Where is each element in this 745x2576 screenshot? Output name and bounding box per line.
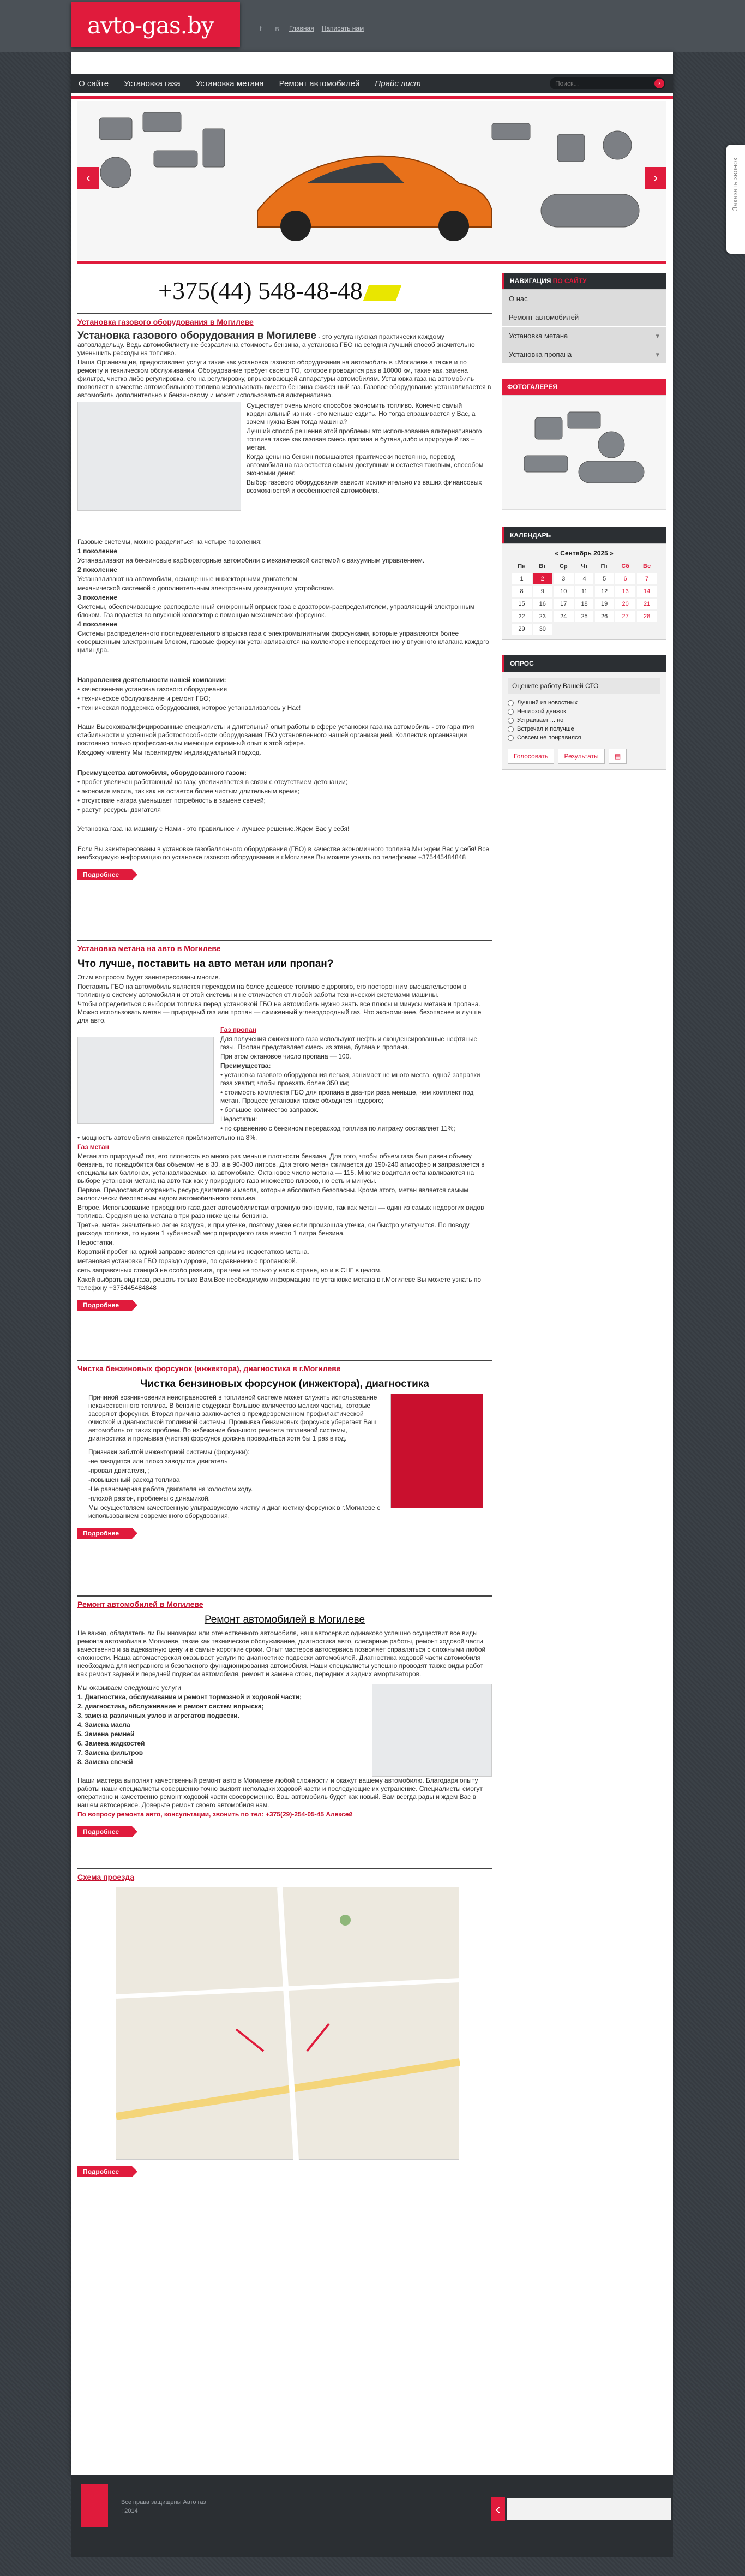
sidebar-menu bbox=[502, 289, 666, 364]
section-heading-link[interactable]: Чистка бензиновых форсунок (инжектора), диагностика в г.Могилеве bbox=[77, 1364, 341, 1373]
subheading: Недостатки: bbox=[220, 1115, 257, 1123]
list-item: • техническая поддержка оборудования, которое устанавливалось у Нас! bbox=[77, 704, 301, 712]
list-item: 3. замена различных узлов и агрегатов подвески. bbox=[77, 1712, 239, 1719]
article-paragraph: сеть заправочных станций не особо развита, при чем не только у нас в стране, но и в СНГ в целом. bbox=[77, 1266, 382, 1274]
page-wrapper bbox=[71, 52, 673, 2475]
list-item: 5. Замена ремней bbox=[77, 1730, 135, 1738]
poll-header: ОПРОС bbox=[502, 655, 666, 672]
footer bbox=[71, 2475, 673, 2557]
calendar-grid: Пн Вт Ср Чт Пт Сб Вс 1 2 3 4 5 6 7 8 9 10 11 12 13 14 15 16 17 18 19 20 21 22 23 24 25 26 27 28 29 30 bbox=[510, 559, 658, 636]
article-paragraph: Наши мастера выполнят качественный ремонт авто в Могилеве любой сложности и окажут вашему автомобилю. Благодаря опыту работы наши специалисты совершенно точно выявят неполадки ходовой части и последующие их устранение. Специалисты смогут оперативно и качественно ремонт ходовой части своевременно. Ваш автомобиль будет как новый. Вам всегда рады и ждем Вас в нашем автосервисе. Доверьте ремонт своего автомобиля нам. bbox=[77, 1777, 483, 1809]
list-item: • отсутствие нагара уменьшает потребность в замене свечей; bbox=[77, 797, 266, 804]
list-item: -повышенный расход топлива bbox=[88, 1476, 180, 1484]
list-item: 2. диагностика, обслуживание и ремонт систем впрыска; bbox=[77, 1702, 264, 1710]
list-item: -Не равномерная работа двигателя на холостом ходу. bbox=[88, 1485, 253, 1493]
nav-about[interactable]: О сайте bbox=[79, 79, 109, 88]
article-paragraph: Установка газа на машину с Нами - это правильное и лучшее решение.Ждем Вас у себя! bbox=[77, 825, 350, 833]
article-paragraph: Метан это природный газ, его плотность во много раз меньше плотности бензина. Для того, чтобы объем газа был равен объему бензина, то понадобится бак объемом не в 30, а в 90-300 литров. Для этого метан сжимается до 190-240 атмосфер и заправляется в специальных баллонах, устанавливаемых на автомобиле. Октановое число метана — 115. Многие водители останавливаются на выборе установки метана на авто так как у природного газа множество плюсов, но есть и минусы. bbox=[77, 1152, 485, 1185]
list-item: 4. Замена масла bbox=[77, 1721, 130, 1729]
subheading: Недостатки. bbox=[77, 1239, 115, 1246]
read-more-button[interactable]: Подробнее bbox=[77, 869, 132, 880]
article-paragraph: Короткий пробег на одной заправке является одним из недостатков метана. bbox=[77, 1248, 309, 1256]
article-paragraph: При этом октановое число пропана — 100. bbox=[220, 1053, 351, 1060]
article-paragraph: Не важно, обладатель ли Вы иномарки или отечественного автомобиля, наш автосервис одинаково успешно осуществит все виды ремонта автомобиля в Могилеве, такие как техническое обслуживание, диагностика авто, слесарные работы, ремонт ходовой части качественно и за адекватную цену и в самые короткие сроки. Опыт мастеров автосервиса позволяет справляться с сложными любой сложности. Наша автомастерская оказывает услуги по диагностике подвески автомобилей. Диагностика ходовой части автомобиля необходима для исправного и безопасного функционирования автомобиля. Наши специалисты успешно проводят также виды работ как ремонт задней и передней подвески автомобиля, ремонт и замена стоек, передних и задних амортизаторов. bbox=[77, 1629, 486, 1678]
article-paragraph: Если Вы заинтересованы в установке газобаллонного оборудования (ГБО) в качестве экономичного топлива.Мы ждем Вас у себя! Все необходимую информацию по установке газового оборудования в г.Могилеве Вы можете узнать по телефонам +375445484848 bbox=[77, 845, 490, 861]
car-lift-image bbox=[372, 1684, 492, 1777]
read-more-button[interactable]: Подробнее bbox=[77, 1300, 132, 1311]
article-paragraph: Признаки забитой инжекторной системы (форсунки): bbox=[88, 1448, 250, 1456]
article-paragraph: Первое. Предоставит сохранить ресурс двигателя и масла, которые абсолютно безопасны. Кроме этого, метан является самым экологически безопасным видом автомобильного топлива. bbox=[77, 1186, 468, 1202]
section-heading-link[interactable]: Схема проезда bbox=[77, 1873, 134, 1881]
slider-image bbox=[77, 101, 666, 260]
phone-banner bbox=[158, 276, 399, 305]
list-item: механической системой с дополнительным электронным дозирующим устройством. bbox=[77, 584, 335, 592]
article-title: Установка газового оборудования в Могилеве bbox=[77, 330, 317, 342]
article-title: Что лучше, поставить на авто метан или пропан? bbox=[77, 958, 334, 970]
site-logo[interactable] bbox=[71, 2, 240, 47]
list-item: Устанавливают на бензиновые карбюраторные автомобили с механической системой с вакуумным управлением. bbox=[77, 557, 425, 564]
sidebar bbox=[502, 273, 666, 770]
article-lead: - это услуга нужная практически каждому автовладельцу. Ведь автомобилисту не безразлична стоимость бензина, а установка ГБО на сегодня лучший способ значительно уменьшить расходы на топливо. bbox=[77, 333, 475, 357]
nav-underline bbox=[71, 96, 673, 99]
article-paragraph: Третье. метан значительно легче воздуха, и при утечке, поэтому даже если произошла утечка, он быстро улетучится. По поводу расхода топлива, то нужен 1 кубический метр природного газа вместо 1 литра бензина. bbox=[77, 1221, 470, 1237]
section-methane bbox=[77, 940, 492, 1360]
article-paragraph: Для получения сжиженного газа используют нефть и сконденсированные нефтяные газы. Пропан представляет смесь из этана, бутана и пропана. bbox=[220, 1035, 478, 1051]
subheading: Направления деятельности нашей компании: bbox=[77, 676, 226, 684]
article-paragraph: Какой выбрать вид газа, решать только Вам.Все необходимую информацию по установке метана в г.Могилеве Вы можете узнать по телефону +375445484848 bbox=[77, 1276, 482, 1292]
list-item: • пробег увеличен работающий на газу, увеличивается в связи с отсутствием детонации; bbox=[77, 778, 348, 786]
subheading: Преимущества автомобиля, оборудованного газом: bbox=[77, 769, 247, 776]
section-directions bbox=[77, 1868, 492, 2201]
article-paragraph: Выбор газового оборудования зависит исключительно из ваших финансовых возможностей и особенностей автомобиля. bbox=[247, 479, 482, 494]
article-paragraph: Причиной возникновения неисправностей в топливной системе может служить использование некачественного топлива. В бензине содержат большое количество мелких частиц, которые засоряют форсунки. Вторая причина заключается в преждевременном профилактической очисткой и диагностикой топливной системы. Промывка бензиновых форсунок уберегает Ваш автомобиль от таких проблем. Во избежание большого ремонта топливной системы, диагностика и промывка (чистка) форсунок должна проводиться хотя бы 1 раз в год. bbox=[88, 1394, 377, 1442]
footer-copyright bbox=[121, 2498, 206, 2515]
read-more-button[interactable]: Подробнее bbox=[77, 1826, 132, 1837]
poll-question: Оцените работу Вашей СТО bbox=[508, 678, 660, 694]
list-item: • экономия масла, так как на остается более чистым длительным время; bbox=[77, 787, 300, 795]
nav-methane-install[interactable]: Установка метана bbox=[195, 79, 264, 88]
article-paragraph: Чтобы определиться с выбором топлива перед установкой ГБО на автомобиль нужно знать все плюсы и минусы метана и пропана. Можно использовать метан — природный газ или пропан — сжиженный углеводородный газ. Что экономичнее, безопаснее и лучше для авто. bbox=[77, 1000, 482, 1024]
list-item: 8. Замена свечей bbox=[77, 1758, 133, 1766]
methane-car-image bbox=[77, 1037, 214, 1124]
section-heading-link[interactable]: Установка газового оборудования в Могилеве bbox=[77, 318, 254, 326]
list-item: • стоимость комплекта ГБО для пропана в два-три раза меньше, чем комплект под метан. Процесс установки также обходится недорого; bbox=[220, 1089, 474, 1104]
article-paragraph: Существует очень много способов экономить топливо. Конечно самый кардинальный из них - это меньше ездить. Но тогда спрашивается у Вас, а зачем нужна Вам тогда машина? bbox=[247, 402, 476, 426]
calendar bbox=[502, 543, 666, 640]
list-item: Устанавливают на автомобили, оснащенные инжекторными двигателем bbox=[77, 575, 297, 583]
gas-equipment-image bbox=[77, 402, 241, 511]
copyright-link[interactable]: Все права защищены Авто газ bbox=[121, 2499, 206, 2506]
list-item: • по сравнению с бензином перерасход топлива по литражу составляет 11%; bbox=[220, 1125, 455, 1132]
read-more-button[interactable]: Подробнее bbox=[77, 1528, 132, 1539]
slider-prev-button[interactable]: ‹ bbox=[77, 167, 99, 189]
search-button[interactable]: › bbox=[654, 79, 664, 88]
main-nav bbox=[71, 74, 673, 93]
list-item: • мощность автомобиля снижается приблизительно на 8%. bbox=[77, 1134, 257, 1141]
calendar-header: КАЛЕНДАРЬ bbox=[502, 527, 666, 543]
callback-label: Заказать звонок bbox=[731, 158, 739, 211]
poll-option[interactable]: Встречал и получше bbox=[508, 726, 660, 732]
top-bar bbox=[0, 0, 745, 52]
section-heading-link[interactable]: Установка метана на авто в Могилеве bbox=[77, 944, 221, 953]
footer-prev-icon[interactable]: ‹ bbox=[491, 2497, 505, 2521]
phone-number[interactable]: +375(44) 548-48-48 bbox=[158, 277, 363, 304]
sidebar-item-repair[interactable]: Ремонт автомобилей bbox=[502, 308, 666, 327]
sidebar-nav-header: НАВИГАЦИЯ ПО САЙТУ bbox=[502, 273, 666, 289]
footer-logo-icon bbox=[81, 2484, 108, 2527]
copyright-year: ; 2014 bbox=[121, 2508, 138, 2514]
article-paragraph: Мы осуществляем качественную ультразвуковую чистку и диагностику форсунок в г.Могилеве с использованием современного оборудования. bbox=[88, 1504, 381, 1520]
sidebar-item-about[interactable]: О нас bbox=[502, 290, 666, 308]
contact-link[interactable]: Написать нам bbox=[321, 25, 364, 32]
list-item: 7. Замена фильтров bbox=[77, 1749, 143, 1756]
contact-line: По вопросу ремонта авто, консультации, звонить по тел: +375(29)-254-05-45 Алексей bbox=[77, 1810, 353, 1818]
nav-car-repair[interactable]: Ремонт автомобилей bbox=[279, 79, 360, 88]
nav-price-list[interactable]: Прайс лист bbox=[375, 79, 421, 88]
article-paragraph: Наша Организация, предоставляет услуги такие как установка газового оборудования на автомобиль в г.Могилеве а также и по ремонту и техническом обслуживании. Оборудование требует своего ТО, которое проводится раз в 10000 км, такие как, замена фильтра, чистка либо регулировка, его на регулировку, впрыскивающей аппаратуры автомобилям. Установка газа на автомобиль позволяет в качестве автомобильного топлива использовать вместо бензина сжиженный газ. Газовое оборудование устанавливается в автомобиль дополнительно к бензиновому и может использоваться альтернативно. bbox=[77, 358, 491, 399]
section-injector-cleaning bbox=[77, 1360, 492, 1595]
article-paragraph: Наши Высококвалифицированные специалисты и длительный опыт работы в сфере установки газа на автомобиль - это гарантия стабильности и успешной работоспособности оборудования ГБО установленного нашей организацией. Коллектив организации постоянно только профессионалы имеющие огромный опыт в этой сфере. bbox=[77, 723, 474, 747]
list-item: • растут ресурсы двигателя bbox=[77, 806, 161, 814]
subheading: Газ метан bbox=[77, 1143, 109, 1151]
directions-map[interactable] bbox=[116, 1887, 459, 2160]
phone-highlight bbox=[363, 285, 401, 301]
article-paragraph: Когда цены на бензин повышаются практически постоянно, перевод автомобиля на газ остается самым доступным и остается таковым, способом экономии денег. bbox=[247, 453, 484, 477]
section-heading-link[interactable]: Ремонт автомобилей в Могилеве bbox=[77, 1600, 203, 1609]
list-item: 6. Замена жидкостей bbox=[77, 1740, 145, 1747]
article-paragraph: Второе. Использование природного газа дает автомобилистам огромную экономию, так как метан — один из самых недорогих видов топлива. Средняя цена метана в три раза ниже цены бензина. bbox=[77, 1204, 484, 1220]
list-item: 3 поколение bbox=[77, 594, 117, 601]
article-paragraph: Газовые системы, можно разделиться на четыре поколения: bbox=[77, 538, 262, 546]
list-item: 2 поколение bbox=[77, 566, 117, 573]
article-paragraph: Поставить ГБО на автомобиль является переходом на более дешевое топливо с дорогого, его посторонним вмешательством в топливную систему автомобиля и от этой системы и не отличается от любой заботы технической системами машины. bbox=[77, 983, 467, 999]
nav-gas-install[interactable]: Установка газа bbox=[124, 79, 181, 88]
article-paragraph: Каждому клиенту Мы гарантируем индивидуальный подход. bbox=[77, 749, 261, 756]
subheading: Газ пропан bbox=[220, 1026, 256, 1033]
hero-slider bbox=[77, 101, 666, 260]
list-item: • техническое обслуживание и ремонт ГБО; bbox=[77, 695, 211, 702]
twitter-icon[interactable]: t bbox=[260, 24, 262, 33]
list-item: • установка газового оборудования легкая, занимает не много места, одной заправки газа хватит, чтобы проехать более 350 км; bbox=[220, 1071, 480, 1087]
logo-text: avto-gas.by bbox=[87, 12, 214, 39]
sidebar-item-methane[interactable]: Установка метана ▾ bbox=[502, 327, 666, 345]
list-item: -провал двигателя, ; bbox=[88, 1467, 150, 1474]
article-title: Ремонт автомобилей в Могилеве bbox=[204, 1614, 365, 1625]
home-link[interactable]: Главная bbox=[289, 25, 314, 32]
poll-option[interactable]: Неплохой движок bbox=[508, 708, 660, 715]
top-links bbox=[256, 24, 364, 33]
article-paragraph: Этим вопросом будет заинтересованы многие. bbox=[77, 973, 220, 981]
article-title: Чистка бензиновых форсунок (инжектора), диагностика bbox=[140, 1378, 429, 1390]
poll-option[interactable]: Совсем не понравился bbox=[508, 734, 660, 741]
slider-next-button[interactable]: › bbox=[645, 167, 666, 189]
chevron-down-icon: ▾ bbox=[656, 350, 659, 358]
slider-underline bbox=[77, 261, 666, 264]
article-paragraph: метановая установка ГБО гораздо дороже, по сравнению с пропановой. bbox=[77, 1257, 297, 1265]
vk-icon[interactable]: в bbox=[275, 24, 279, 33]
poll-option[interactable]: Устраивает ... но bbox=[508, 717, 660, 724]
list-item: 1 поколение bbox=[77, 547, 117, 555]
results-button[interactable]: Результаты bbox=[558, 749, 604, 764]
list-item: -не заводится или плохо заводится двигатель bbox=[88, 1457, 228, 1465]
gallery-image[interactable] bbox=[502, 395, 666, 510]
chevron-down-icon: ▾ bbox=[656, 332, 659, 340]
poll-option[interactable]: Лучший из новостных bbox=[508, 700, 660, 706]
list-item: • качественная установка газового оборудования bbox=[77, 685, 227, 693]
search-box[interactable] bbox=[550, 77, 665, 89]
map-graphic bbox=[116, 1887, 460, 2160]
callback-tab[interactable] bbox=[726, 145, 745, 254]
list-item: 4 поколение bbox=[77, 620, 117, 628]
calendar-month: « Сентябрь 2025 » bbox=[555, 549, 614, 557]
injector-machine-image bbox=[390, 1394, 483, 1508]
poll bbox=[502, 672, 666, 770]
read-more-button[interactable]: Подробнее bbox=[77, 2166, 132, 2177]
footer-widget bbox=[507, 2498, 671, 2520]
list-item: 1. Диагностика, обслуживание и ремонт тормозной и ходовой части; bbox=[77, 1693, 302, 1701]
list-item: -плохой разгон, проблемы с динамикой. bbox=[88, 1495, 210, 1502]
list-item: Системы, обеспечивающие распределенный синхронный впрыск газа с дозатором-распределителем, управляющий электронным блоком. Газ подается во впускной коллектор с помощью механических форсунок. bbox=[77, 603, 475, 619]
gallery-header: ФОТОГАЛЕРЕЯ bbox=[502, 379, 666, 395]
vote-button[interactable]: Голосовать bbox=[508, 749, 554, 764]
calendar-next[interactable]: » bbox=[608, 549, 614, 557]
subheading: Преимущества: bbox=[220, 1062, 271, 1069]
section-car-repair bbox=[77, 1595, 492, 1868]
main-column bbox=[77, 313, 492, 2201]
article-paragraph: Мы оказываем следующие услуги bbox=[77, 1684, 181, 1692]
sidebar-item-propane[interactable]: Установка пропана ▾ bbox=[502, 345, 666, 364]
list-item: • большое количество заправок. bbox=[220, 1106, 319, 1114]
poll-stats-icon[interactable]: ▤ bbox=[609, 749, 627, 764]
section-gas-install bbox=[77, 313, 492, 940]
article-paragraph: Лучший способ решения этой проблемы это использование альтернативного топлива такие как газовая смесь пропана и бутана,либо и природный газ – метан. bbox=[247, 427, 482, 451]
search-input[interactable]: Поиск... bbox=[555, 80, 579, 87]
list-item: Системы распределенного последовательного впрыска газа с электромагнитными форсунками, которые управляются более совершенным электронным блоком, газовые форсунки устанавливаются на коллекторе непосредственно у впускного клапана каждого цилиндра. bbox=[77, 630, 489, 654]
calendar-prev[interactable]: « bbox=[555, 549, 561, 557]
